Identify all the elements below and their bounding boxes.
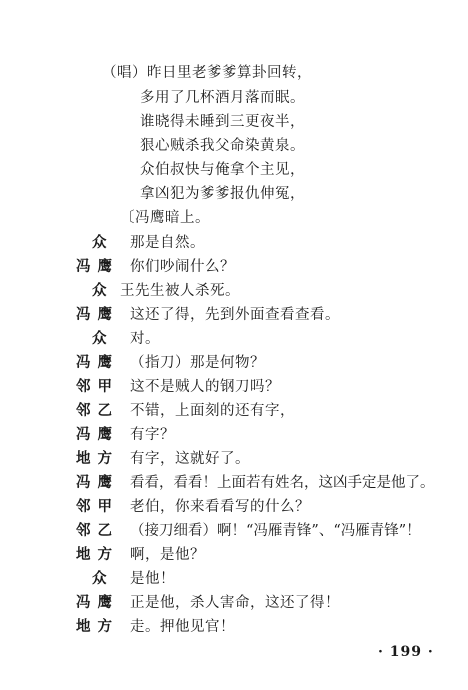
speaker-label: 邻 乙 [76, 522, 114, 539]
dialogue-text: 正是他，杀人害命，这还了得！ [130, 595, 340, 611]
speaker-label: 冯 鹰 [76, 426, 114, 443]
speaker-label: 邻 甲 [76, 498, 114, 515]
speaker-label: 众 [92, 570, 108, 587]
dialogue-text: 有字，这就好了。 [130, 451, 250, 467]
page-number: · 199 · [378, 644, 434, 660]
speaker-label: 冯 鹰 [76, 306, 114, 323]
aria-line-6: 拿凶犯为爹爹报仇伸冤， [140, 186, 305, 202]
dialogue-text: 王先生被人杀死。 [120, 283, 240, 299]
speaker-label: 冯 鹰 [76, 474, 114, 491]
dialogue-text: 有字？ [130, 427, 175, 443]
dialogue-text: （接刀细看）啊！“冯雁青锋”、“冯雁青锋”！ [130, 523, 421, 539]
speaker-label: 地 方 [76, 546, 114, 563]
speaker-label: 众 [92, 330, 108, 347]
dialogue-text: 啊，是他？ [130, 547, 205, 563]
speaker-label: 冯 鹰 [76, 354, 114, 371]
speaker-label: 地 方 [76, 618, 114, 635]
aria-line-2: 多用了几杯酒月落而眠。 [140, 90, 305, 106]
speaker-label: 地 方 [76, 450, 114, 467]
dialogue-text: 那是自然。 [130, 235, 205, 251]
stage-direction: 〔冯鹰暗上。 [120, 210, 210, 226]
dialogue-text: 你们吵闹什么？ [130, 259, 235, 275]
speaker-label: 邻 乙 [76, 402, 114, 419]
aria-line-3: 谁晓得未睡到三更夜半， [140, 114, 305, 130]
aria-line-4: 狠心贼杀我父命染黄泉。 [140, 138, 305, 154]
dialogue-text: 看看，看看！上面若有姓名，这凶手定是他了。 [130, 475, 435, 491]
dialogue-text: （指刀）那是何物？ [130, 355, 265, 371]
dialogue-text: 不错，上面刻的还有字， [130, 403, 295, 419]
dialogue-text: 对。 [130, 331, 160, 347]
dialogue-text: 这还了得，先到外面查看查看。 [130, 307, 340, 323]
speaker-label: 冯 鹰 [76, 258, 114, 275]
speaker-label: 众 [92, 282, 108, 299]
speaker-label: 邻 甲 [76, 378, 114, 395]
dialogue-text: 老伯，你来看看写的什么？ [130, 499, 310, 515]
dialogue-text: 是他！ [130, 571, 175, 587]
dialogue-text: 走。押他见官！ [130, 619, 235, 635]
dialogue-text: 这不是贼人的钢刀吗？ [130, 379, 280, 395]
speaker-label: 众 [92, 234, 108, 251]
speaker-label: 冯 鹰 [76, 594, 114, 611]
aria-line-1: （唱）昨日里老爹爹算卦回转， [102, 65, 312, 81]
aria-line-5: 众伯叔快与俺拿个主见， [140, 162, 305, 178]
